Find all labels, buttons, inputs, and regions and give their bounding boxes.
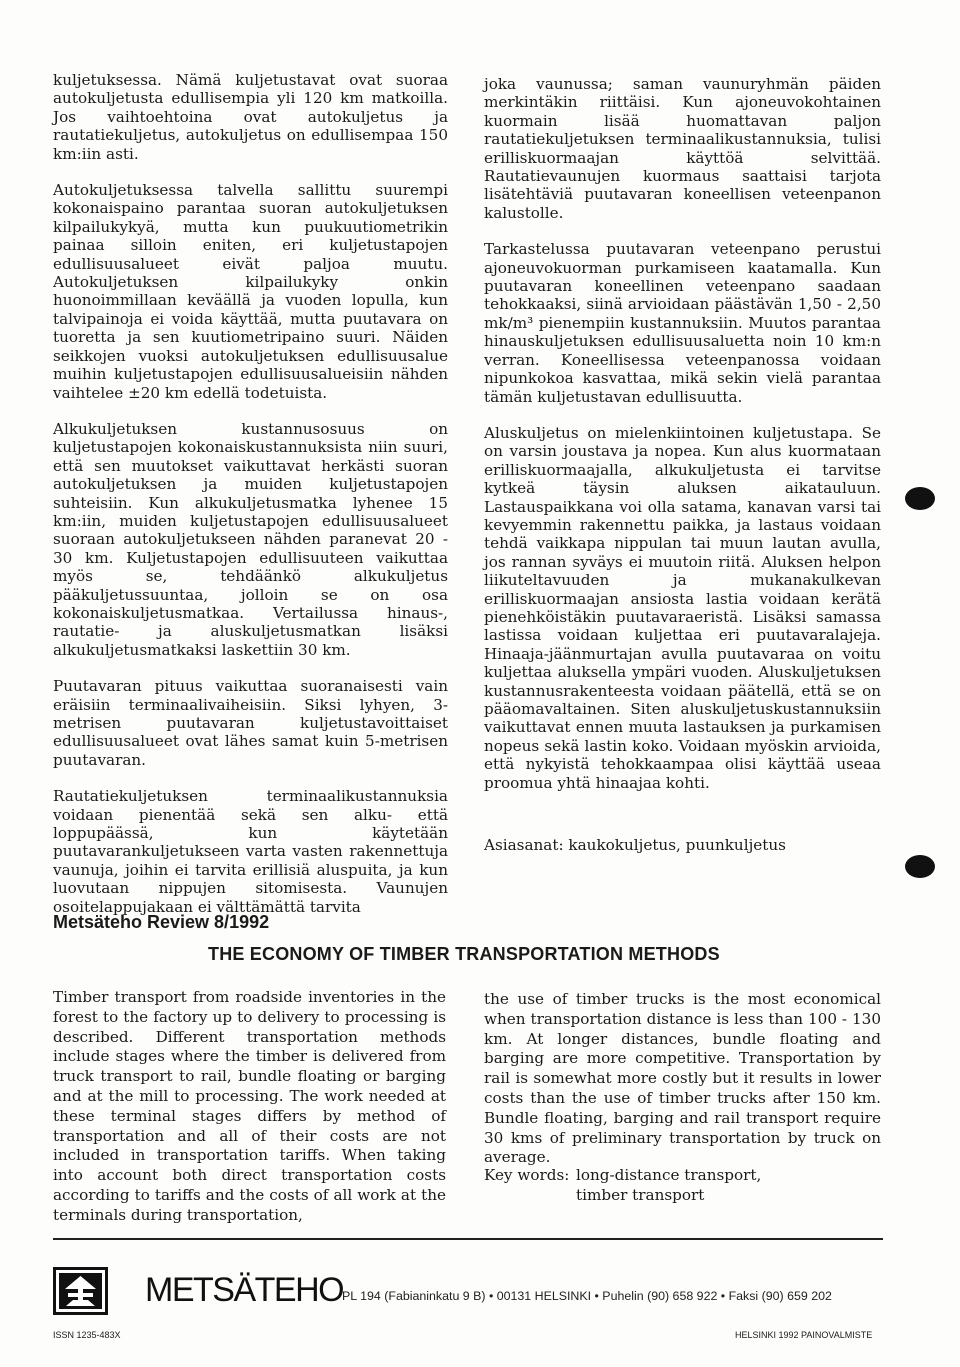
keyword: long-distance transport, — [576, 1166, 762, 1184]
printer-line: HELSINKI 1992 PAINOVALMISTE — [735, 1330, 873, 1340]
paragraph: Rautatiekuljetuksen terminaalikustannuksia voidaan pienentää sekä sen alku- että loppupäässä, kun käytetään puutavarankuljetukseen varta vasten rakennettuja vaunuja, joihin ei tarvita erillisiä aluspuita, ja kun luovutaan nippujen sitomisesta. Vaunujen osoitelappujakaan ei välttämättä tarvita — [53, 787, 448, 916]
english-keywords — [484, 1165, 761, 1205]
english-summary-left: Timber transport from roadside inventories in the forest to the factory up to delivery to processing is described. Different transportation methods include stages where the timber is delivered from truck transport to rail, bundle floating or barging and at the mill to processing. The work needed at these terminal stages differs by method of transportation and all of their costs are not included in transportation tariffs. When taking into account both direct transportation costs according to tariffs and the costs of all work at the terminals during transportation, — [53, 988, 446, 1224]
paragraph: joka vaunussa; saman vaunuryhmän päiden merkintäkin riittäisi. Kun ajoneuvokohtainen kuormain lisää huomattavan paljon rautatiekuljetuksen terminaalikustannuksia, tulisi erilliskuormaajan käyttöä selvittää. Rautatievaunujen kuormaus saattaisi tarjota lisätehtäviä puutavaran koneellisen veteenpanon kalustolle. — [484, 75, 881, 222]
finnish-left-column — [53, 71, 448, 934]
finnish-right-column — [484, 75, 881, 810]
paragraph: Puutavaran pituus vaikuttaa suoranaisesti vain eräisiin terminaalivaiheisiin. Siksi lyhyen, 3-metrisen puutavaran kuljetustavoittaiset edullisuusalueet ovat lähes samat kuin 5-metrisen puutavaran. — [53, 677, 448, 769]
metsateho-logo: METSÄTEHO — [145, 1271, 344, 1309]
paragraph: Tarkastelussa puutavaran veteenpano perustui ajoneuvokuorman purkamiseen kaatamalla. Kun puutavaran koneellinen veteenpano saadaan tehokkaaksi, siinä arvioidaan päästävän 1,50 - 2,50 mk/m³ pienempiin kustannuksiin. Muutos parantaa hinauskuljetuksen edullisuusaluetta noin 10 km:n verran. Koneellisessa veteenpanossa voidaan nipunkokoa kasvattaa, mikä sekin vielä parantaa tämän kuljetustavan edullisuutta. — [484, 240, 881, 406]
issn: ISSN 1235-483X — [53, 1330, 121, 1340]
paragraph: Autokuljetuksessa talvella sallittu suurempi kokonaispaino parantaa suoran autokuljetuksen kilpailukykyä, mutta kun puukuutiometrikin painaa silloin eniten, eri kuljetustapojen edullisuusalueet eivät paljoa muutu. Autokuljetuksen kilpailukyky onkin huonoimmillaan keväällä ja vuoden lopulla, kun talvipainoja ei voida käyttää, mutta puutavara on tuoretta ja sen kuutiometripaino suuri. Näiden seikkojen vuoksi autokuljetuksen edullisuusalue muihin kuljetustapojen edullisuusalueisiin nähden vaihtelee ±20 km edellä todetuista. — [53, 181, 448, 402]
english-summary-right: the use of timber trucks is the most economical when transportation distance is less than 100 - 130 km. At longer distances, bundle floating and barging are more competitive. Transportation by rail is somewhat more costly but it results in lower costs than the use of timber trucks after 150 km. Bundle floating, barging and rail transport require 30 kms of preliminary transportation by truck on average. — [484, 990, 881, 1167]
keywords-label: Key words: — [484, 1166, 570, 1184]
paragraph: Alkukuljetuksen kustannusosuus on kuljetustapojen kokonaiskustannuksista niin suuri, että sen muutokset vaikuttavat herkästi suoran autokuljetuksen ja muiden kuljetustapojen suhteisiin. Kun alkukuljetusmatka lyhenee 15 km:iin, muiden kuljetustapojen edullisuusalueet suoraan autokuljetukseen nähden paranevat 20 - 30 km. Kuljetustapojen edullisuuteen vaikuttaa myös se, tehdäänkö alkukuljetus pääkuljetussuuntaa, jolloin se on osa kokonaiskuljetusmatkaa. Vertailussa hinaus-, rautatie- ja aluskuljetusmatkan lisäksi alkukuljetusmatkaksi laskettiin 30 km. — [53, 419, 448, 659]
metsateho-emblem-icon — [53, 1267, 108, 1315]
contact-address: PL 194 (Fabianinkatu 9 B) • 00131 HELSINKI • Puhelin (90) 658 922 • Faksi (90) 659 202 — [342, 1289, 832, 1303]
keyword: timber transport — [576, 1186, 705, 1204]
english-summary-title: THE ECONOMY OF TIMBER TRANSPORTATION METHODS — [208, 944, 720, 964]
paragraph: Aluskuljetus on mielenkiintoinen kuljetustapa. Se on varsin joustava ja nopea. Kun alus kuormataan erilliskuormaajalla, alkukuljetusta ei tarvitse kytkeä täysin aluksen aikatauluun. Lastauspaikkana voi olla satama, kanavan varsi tai kevyemmin rakennettu paikka, ja lastaus voidaan tehdä vaikkapa nippulan tai muun lautan avulla, jos rannan syväys ei muutoin riitä. Aluksen helpon liikuteltavuuden ja mukanakulkevan erilliskuormaajan ansiosta lastia voidaan kerätä pienehköistäkin puutavaraeristä. Lisäksi samassa lastissa voidaan kuljettaa eri puutavaralajeja. Hinaaja-jäänmurtajan avulla puutavaraa on voitu kuljettaa aluksella ympäri vuoden. Aluskuljetuksen kustannusrakenteesta voidaan päätellä, että se on pääomavaltainen. Siten aluskuljetuskustannuksiin vaikuttavat ennen muuta lastauksen ja purkamisen nopeus sekä lastin koko. Voidaan myöskin arvioida, että nykyistä tehokkaampaa olisi käyttää useaa proomua yhtä hinaajaa kohti. — [484, 423, 881, 792]
bullet-dot-icon — [905, 487, 935, 510]
paragraph: kuljetuksessa. Nämä kuljetustavat ovat suoraa autokuljetusta edullisempia yli 120 km matkoilla. Jos vaihtoehtoina ovat autokuljetus ja rautatiekuljetus, autokuljetus on edullisempaa 150 km:iin asti. — [53, 71, 448, 163]
review-title: Metsäteho Review 8/1992 — [53, 912, 270, 932]
footer-divider — [53, 1238, 883, 1240]
bullet-dot-icon — [905, 855, 935, 878]
finnish-keywords: Asiasanat: kaukokuljetus, puunkuljetus — [484, 836, 786, 854]
